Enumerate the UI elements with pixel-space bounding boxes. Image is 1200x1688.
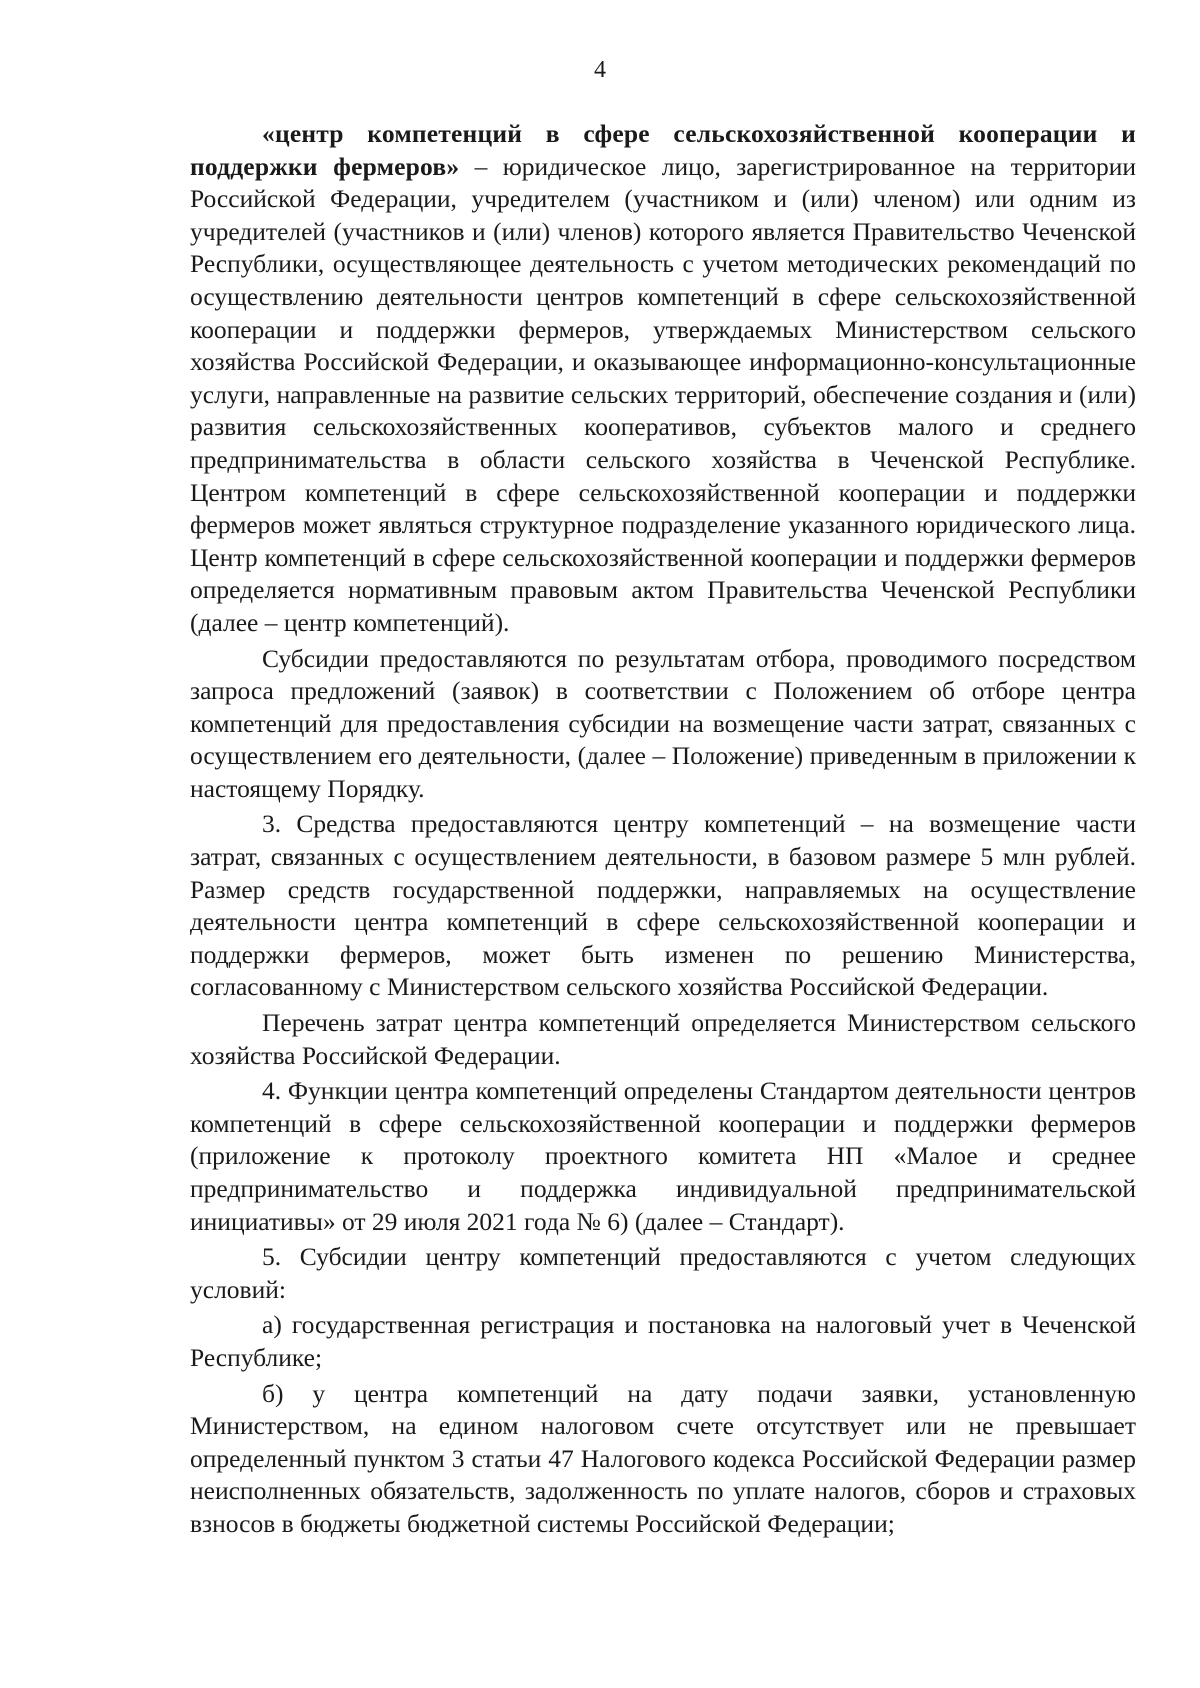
paragraph-condition-a: а) государственная регистрация и постановка на налоговый учет в Чеченской Республике; bbox=[190, 1310, 1136, 1372]
paragraph-cost-list: Перечень затрат центра компетенций определяется Министерством сельского хозяйства Российской Федерации. bbox=[190, 1008, 1136, 1070]
paragraph-selection: Субсидии предоставляются по результатам отбора, проводимого посредством запроса предложений (заявок) в соответствии с Положением об отборе центра компетенций для предоставления субсидии на возмещение части затрат, связанных с осуществлением его деятельности, (далее – Положение) приведенным в приложении к настоящему Порядку. bbox=[190, 643, 1136, 803]
defined-term: «центр компетенций в сфере сельскохозяйственной кооперации и поддержки фермеров» bbox=[190, 119, 1136, 181]
paragraph-definition bbox=[190, 118, 1136, 640]
definition-text: – юридическое лицо, зарегистрированное на территории Российской Федерации, учредителем (участником и (или) членом) или одним из учредителей (участников и (или) членов) которого является Правительство Чеченской Республики, осуществляющее деятельность с учетом методических рекомендаций по осуществлению деятельности центров компетенций в сфере сельскохозяйственной кооперации и поддержки фермеров, утверждаемых Министерством сельского хозяйства Российской Федерации, и оказывающее информационно-консультационные услуги, направленные на развитие сельских территорий, обеспечение создания и (или) развития сельскохозяйственных кооперативов, субъектов малого и среднего предпринимательства в области сельского хозяйства в Чеченской Республике. Центром компетенций в сфере сельскохозяйственной кооперации и поддержки фермеров может являться структурное подразделение указанного юридического лица. Центр компетенций в сфере сельскохозяйственной кооперации и поддержки фермеров определяется нормативным правовым актом Правительства Чеченской Республики (далее – центр компетенций). bbox=[190, 151, 1136, 637]
document-body bbox=[190, 118, 1136, 1541]
paragraph-item-4: 4. Функции центра компетенций определены Стандартом деятельности центров компетенций в сфере сельскохозяйственной кооперации и поддержки фермеров (приложение к протоколу проектного комитета НП «Малое и среднее предпринимательство и поддержка индивидуальной предпринимательской инициативы» от 29 июля 2021 года № 6) (далее – Стандарт). bbox=[190, 1076, 1136, 1236]
paragraph-item-5: 5. Субсидии центру компетенций предоставляются с учетом следующих условий: bbox=[190, 1242, 1136, 1304]
paragraph-item-3: 3. Средства предоставляются центру компетенций – на возмещение части затрат, связанных с осуществлением деятельности, в базовом размере 5 млн рублей. Размер средств государственной поддержки, направляемых на осуществление деятельности центра компетенций в сфере сельскохозяйственной кооперации и поддержки фермеров, может быть изменен по решению Министерства, согласованному с Министерством сельского хозяйства Российской Федерации. bbox=[190, 809, 1136, 1002]
paragraph-condition-b: б) у центра компетенций на дату подачи заявки, установленную Министерством, на едином налоговом счете отсутствует или не превышает определенный пунктом 3 статьи 47 Налогового кодекса Российской Федерации размер неисполненных обязательств, задолженность по уплате налогов, сборов и страховых взносов в бюджеты бюджетной системы Российской Федерации; bbox=[190, 1378, 1136, 1538]
page-number: 4 bbox=[594, 57, 606, 83]
